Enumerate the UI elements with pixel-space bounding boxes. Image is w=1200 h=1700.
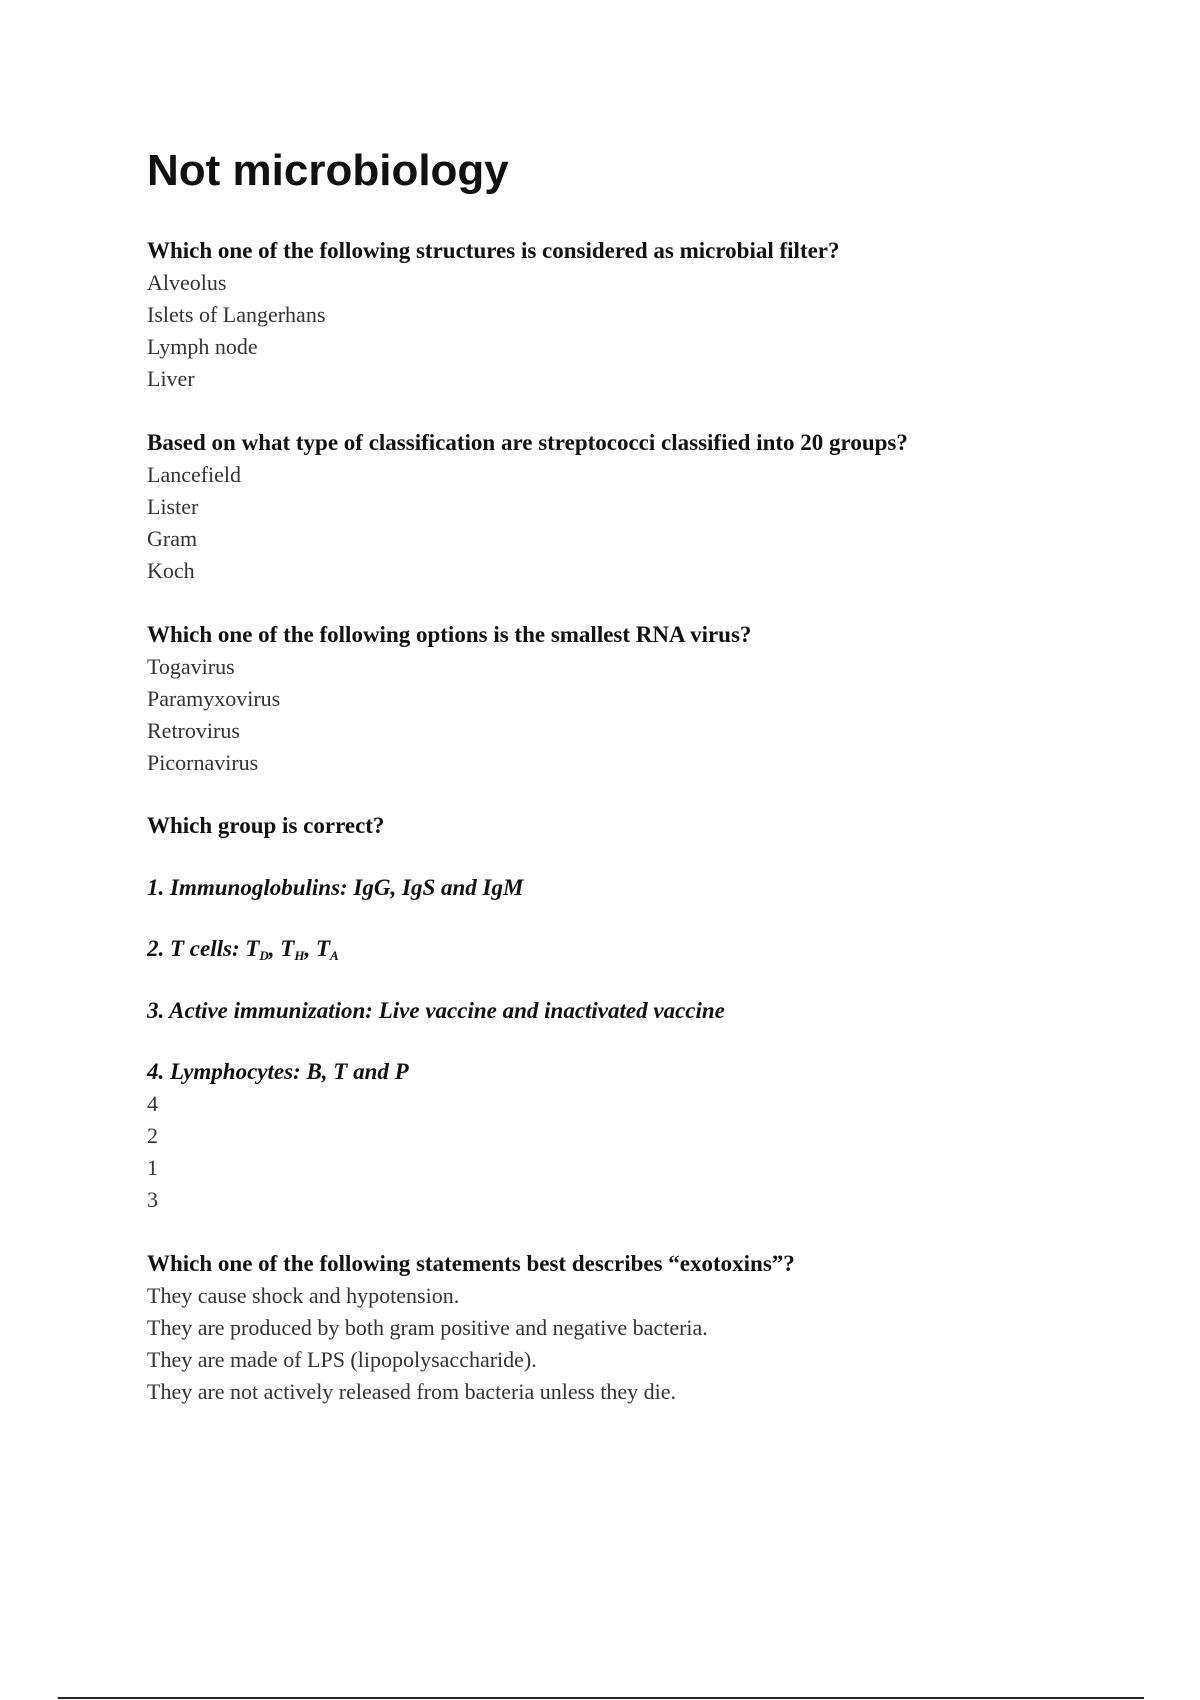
- question-text: Which one of the following options is the smallest RNA virus?: [147, 622, 752, 647]
- option: Lister: [147, 494, 199, 519]
- option: They are made of LPS (lipopolysaccharide).: [147, 1347, 537, 1372]
- question-text: Which group is correct?: [147, 813, 385, 838]
- option: 2: [147, 1123, 158, 1148]
- question-4-tail: [147, 1056, 409, 1216]
- option: They cause shock and hypotension.: [147, 1283, 460, 1308]
- option: 4: [147, 1091, 158, 1116]
- statement-4: 4. Lymphocytes: B, T and P: [147, 1059, 409, 1084]
- option-list: [147, 651, 751, 779]
- option: They are not actively released from bacteria unless they die.: [147, 1379, 676, 1404]
- option: Picornavirus: [147, 750, 259, 775]
- footer-divider: [58, 1697, 1144, 1699]
- subscript: H: [294, 948, 305, 963]
- statement-3: 3. Active immunization: Live vaccine and inactivated vaccine: [147, 998, 725, 1023]
- question-2: [147, 427, 908, 587]
- option: Gram: [147, 526, 198, 551]
- option: Lymph node: [147, 334, 258, 359]
- statement-text: 2. T cells: T: [147, 936, 260, 961]
- option-list: [147, 1280, 795, 1408]
- option: Liver: [147, 366, 195, 391]
- option: Koch: [147, 558, 195, 583]
- question-text: Which one of the following structures is considered as microbial filter?: [147, 238, 840, 263]
- option: Lancefield: [147, 462, 242, 487]
- question-3: [147, 619, 751, 779]
- option: Togavirus: [147, 654, 235, 679]
- subscript: D: [259, 948, 269, 963]
- question-text: Based on what type of classification are streptococci classified into 20 groups?: [147, 430, 908, 455]
- option-list: [147, 267, 840, 395]
- question-4: [147, 810, 384, 842]
- option-list: [147, 1088, 409, 1216]
- statement-text: , T: [304, 936, 331, 961]
- option: Islets of Langerhans: [147, 302, 326, 327]
- option: 3: [147, 1187, 158, 1212]
- option: Retrovirus: [147, 718, 240, 743]
- subscript: A: [330, 948, 339, 963]
- question-5: [147, 1248, 795, 1408]
- option: Alveolus: [147, 270, 227, 295]
- question-1: [147, 235, 840, 395]
- page-title: Not microbiology: [147, 146, 509, 195]
- option: 1: [147, 1155, 158, 1180]
- statement-1: 1. Immunoglobulins: IgG, IgS and IgM: [147, 875, 524, 900]
- option: They are produced by both gram positive and negative bacteria.: [147, 1315, 708, 1340]
- question-text: Which one of the following statements best describes “exotoxins”?: [147, 1251, 795, 1276]
- option: Paramyxovirus: [147, 686, 281, 711]
- statement-text: , T: [268, 936, 295, 961]
- statement-2: [147, 933, 339, 965]
- option-list: [147, 459, 908, 587]
